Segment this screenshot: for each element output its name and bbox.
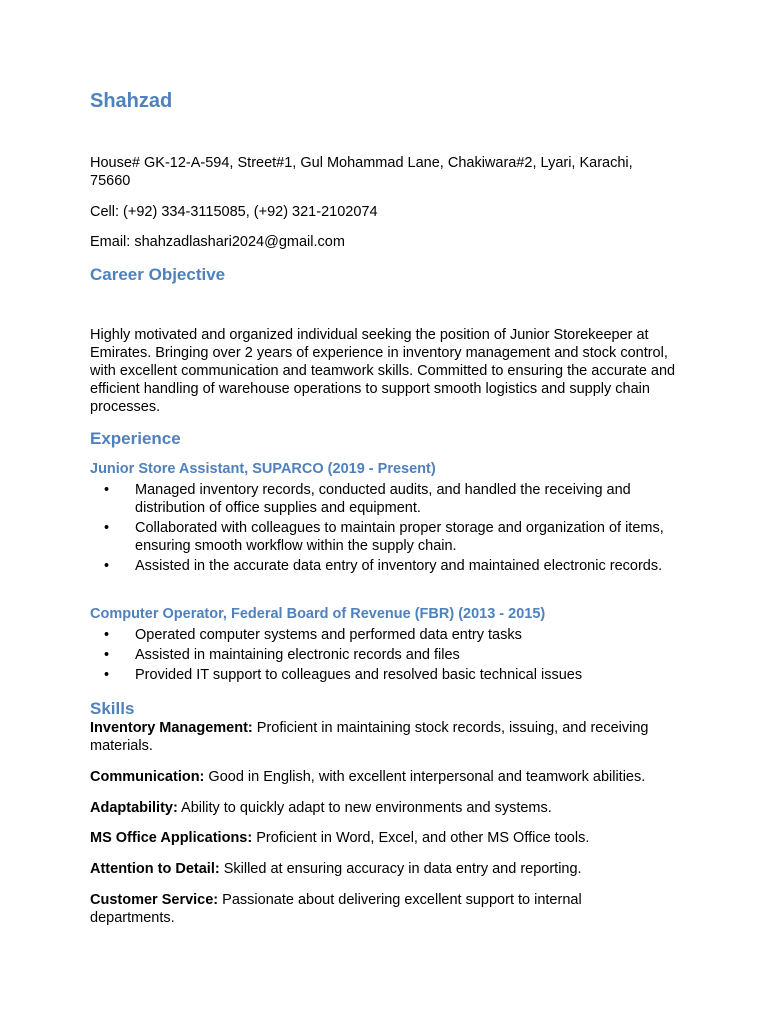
experience-heading: Experience bbox=[90, 429, 181, 448]
job-title: Junior Store Assistant, SUPARCO (2019 - Present) bbox=[90, 461, 436, 477]
email-line: Email: shahzadlashari2024@gmail.com bbox=[90, 234, 345, 250]
candidate-name: Shahzad bbox=[90, 90, 173, 112]
skill-label: Customer Service: bbox=[90, 892, 219, 908]
skill-item: Communication: Good in English, with excellent interpersonal and teamwork abilities. bbox=[90, 769, 646, 785]
job-bullet: • Provided IT support to colleagues and resolved basic technical issues bbox=[104, 667, 583, 683]
skill-label: Communication: bbox=[90, 769, 205, 785]
bullet-icon: • bbox=[104, 482, 110, 498]
skill-label: MS Office Applications: bbox=[90, 830, 253, 846]
skill-item: Inventory Management: Proficient in maintaining stock records, issuing, and receiving materials. bbox=[90, 720, 649, 754]
job-bullet-list bbox=[90, 626, 690, 684]
bullet-icon: • bbox=[104, 647, 110, 663]
skills-heading: Skills bbox=[90, 699, 135, 718]
skill-item: MS Office Applications: Proficient in Word, Excel, and other MS Office tools. bbox=[90, 830, 590, 846]
job-bullet: • Managed inventory records, conducted audits, and handled the receiving and distribution of office supplies and equipment. bbox=[104, 482, 631, 516]
job-title: Computer Operator, Federal Board of Revenue (FBR) (2013 - 2015) bbox=[90, 606, 546, 622]
skill-label: Attention to Detail: bbox=[90, 861, 220, 877]
job-bullet: • Operated computer systems and performed data entry tasks bbox=[104, 627, 522, 643]
bullet-icon: • bbox=[104, 667, 110, 683]
job-bullet: • Assisted in maintaining electronic records and files bbox=[104, 647, 460, 663]
bullet-icon: • bbox=[104, 520, 110, 536]
address-line: House# GK-12-A-594, Street#1, Gul Mohammad Lane, Chakiwara#2, Lyari, Karachi, 75660 bbox=[90, 155, 633, 189]
job-entry bbox=[90, 606, 690, 686]
cell-line: Cell: (+92) 334-3115085, (+92) 321-2102074 bbox=[90, 204, 378, 220]
job-bullet-list bbox=[90, 481, 690, 575]
skill-item: Customer Service: Passionate about delivering excellent support to internal departments. bbox=[90, 892, 582, 926]
skill-label: Adaptability: bbox=[90, 800, 178, 816]
job-bullet: • Collaborated with colleagues to maintain proper storage and organization of items, ensuring smooth workflow within the supply chain. bbox=[104, 520, 664, 554]
job-bullet: • Assisted in the accurate data entry of inventory and maintained electronic records. bbox=[104, 558, 663, 574]
bullet-icon: • bbox=[104, 627, 110, 643]
skill-item: Attention to Detail: Skilled at ensuring accuracy in data entry and reporting. bbox=[90, 861, 582, 877]
job-entry bbox=[90, 461, 690, 577]
bullet-icon: • bbox=[104, 558, 110, 574]
career-objective-heading: Career Objective bbox=[90, 265, 226, 284]
skill-label: Inventory Management: bbox=[90, 720, 253, 736]
career-objective-text: Highly motivated and organized individual seeking the position of Junior Storekeeper at Emirates. Bringing over 2 years of experience in inventory management and stock control, with excellent communication and teamwork skills. Committed to ensuring the accurate and efficient handling of warehouse operations to support smooth logistics and supply chain processes. bbox=[90, 327, 676, 415]
skill-item: Adaptability: Ability to quickly adapt to new environments and systems. bbox=[90, 800, 552, 816]
